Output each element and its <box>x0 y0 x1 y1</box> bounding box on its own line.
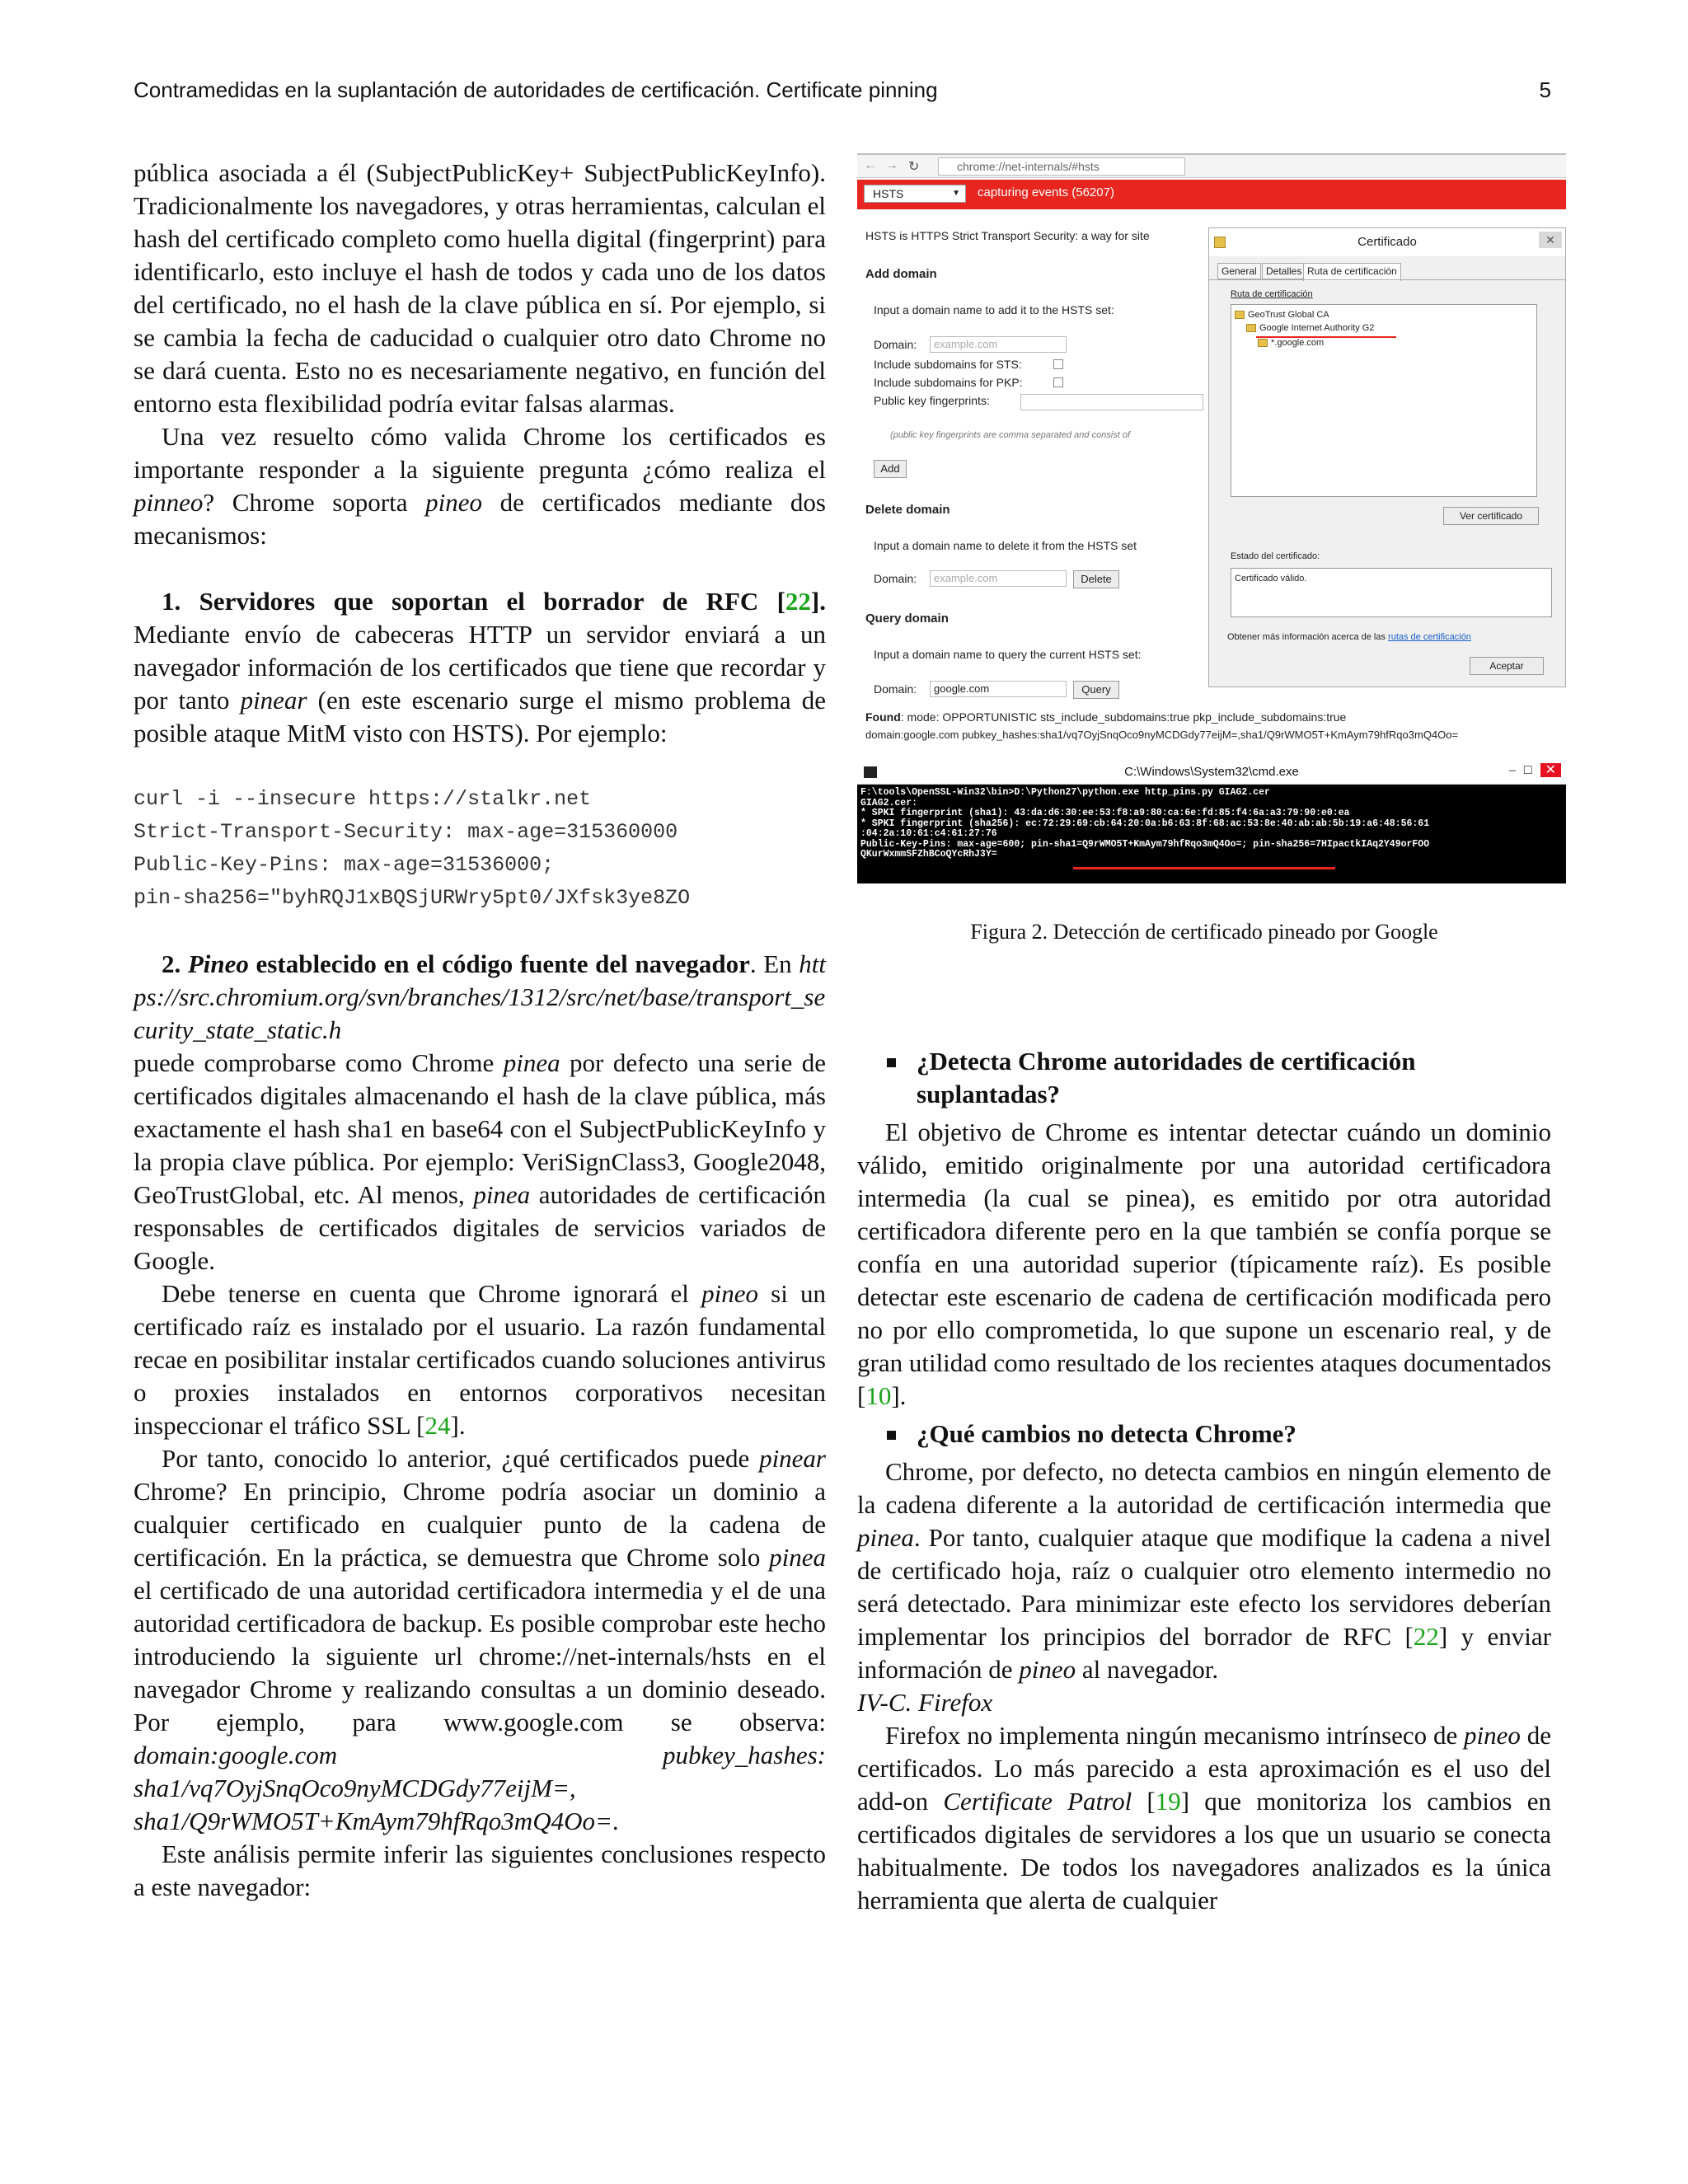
terminal-icon <box>864 766 877 778</box>
citation-link[interactable]: 10 <box>865 1381 892 1410</box>
tree-item[interactable]: Google Internet Authority G2 <box>1246 323 1374 333</box>
close-icon[interactable]: ✕ <box>1539 232 1562 248</box>
capture-status-bar <box>857 180 1566 209</box>
cmd-title: C:\Windows\System32\cmd.exe <box>857 760 1566 785</box>
certificate-icon <box>1258 339 1268 347</box>
citation-link[interactable]: 22 <box>785 587 811 616</box>
left-column <box>134 157 826 1904</box>
certification-path-tree[interactable] <box>1231 304 1537 497</box>
found-result: Found: mode: OPPORTUNISTIC sts_include_subdomains:true pkp_include_subdomains:true <box>865 710 1347 724</box>
view-certificate-button[interactable]: Ver certificado <box>1443 507 1539 525</box>
bullet-icon <box>887 1431 896 1440</box>
running-title: Contramedidas en la suplantación de autoridades de certificación. Certificate pinning <box>134 77 938 102</box>
certificate-icon <box>1214 237 1226 248</box>
paragraph: Chrome, por defecto, no detecta cambios en ningún elemento de la cadena diferente a la autoridad de certificación intermedia que pinea. Por tanto, cualquier ataque que modifique la cadena a nivel de certificado hoja, raíz o cualquier otro elemento intermedio no será detectado. Para minimizar este efecto los servidores deberían implementar los principios del borrador de RFC [22] y enviar información de pineo al navegador. <box>857 1457 1552 1684</box>
browser-screenshot: ← → ↻ chrome://net-internals/#hsts HSTS ▼ capturing events (56207) HSTS is HTTPS Strict Transport Security: a way for site Add domain Input a domain name to add it to the HSTS set: Domain: example.com Include subdomains for STS: Include subdomains for PKP: Public key fingerprints: (public key fingerprints are comma separated and consist of Add Delete domain Input a domain name to delete it from the HSTS set Domain: example.com Delete Query domain Input a domain name to query the current HSTS set: Domain: google.com Query Found: mode: OPPORTUNISTIC sts_include_subdomains:true pkp_include_subdomains:true domain:google.com pubkey_hashes:sha1/vq7OyjSnqOco9nyMCDGdy77eijM=,sha1/Q9rWMO5T+KmAym79hfRqo3mQ4Oo= Certificado ✕ General Detalles Ruta de certificación Ruta de certificación GeoTrust Global CA Google Internet Authority G2 *.google.com Ver certificado Estado del certificado: Certificado válido. Obtener más información acerca de las rutas de certificación Aceptar <box>857 147 1566 753</box>
code-block: curl -i --insecure https://stalkr.net Strict-Transport-Security: max-age=315360000 Public-Key-Pins: max-age=31536000; pin-sha256="byhRQJ1xBQSjURWry5pt0/JXfsk3ye8ZO <box>134 787 691 910</box>
paragraph: Por tanto, conocido lo anterior, ¿qué certificados puede pinear Chrome? En principio, Chrome podría asociar un dominio a cualquier certificado en cualquier punto de la cadena de certificación. En la práctica, se demuestra que Chrome solo pinea el certificado de una autoridad certificadora intermedia y el de una autoridad certificadora de backup. Es posible comprobar este hecho introduciendo la siguiente url chrome://net-internals/hsts en el navegador Chrome y realizando consultas a un dominio deseado. Por ejemplo, para www.google.com se observa: domain:google.com pubkey_hashes: sha1/vq7OyjSnqOco9nyMCDGdy77eijM=, sha1/Q9rWMO5T+KmAym79hfRqo3mQ4Oo=. <box>134 1444 826 1835</box>
tree-item[interactable]: *.google.com <box>1258 338 1324 348</box>
certification-path-link[interactable]: rutas de certificación <box>1388 632 1471 642</box>
paragraph: Firefox no implementa ningún mecanismo intrínseco de pineo de certificados. Lo más parecido a esta aproximación es el uso del add-on Certificate Patrol [19] que monitoriza los cambios en certificados digitales de servidores a los que un usuario se conecta habitualmente. De todos los navegadores analizados es la única herramienta que alerta de cualquier <box>857 1721 1551 1915</box>
pkp-checkbox[interactable] <box>1053 377 1063 387</box>
address-bar[interactable]: chrome://net-internals/#hsts <box>938 157 1185 176</box>
view-select[interactable]: HSTS ▼ <box>864 185 966 203</box>
delete-button[interactable]: Delete <box>1073 570 1119 588</box>
paragraph: Debe tenerse en cuenta que Chrome ignorará el pineo si un certificado raíz es instalado por el usuario. La razón fundamental recae en posibilitar instalar certificados cuando soluciones antivirus o proxies instalados en entornos corporativos necesitan inspeccionar el tráfico SSL [24]. <box>134 1279 826 1440</box>
browser-toolbar <box>857 153 1566 178</box>
hsts-intro: HSTS is HTTPS Strict Transport Security: a way for site <box>865 229 1150 242</box>
page-header <box>134 77 1551 110</box>
bullet-icon <box>887 1058 896 1067</box>
page-number: 5 <box>1539 77 1551 102</box>
delete-domain-heading: Delete domain <box>865 503 950 517</box>
section-heading: IV-C. Firefox <box>857 1688 993 1717</box>
certificate-status: Certificado válido. <box>1231 568 1552 617</box>
citation-link[interactable]: 24 <box>424 1411 451 1440</box>
cmd-window <box>857 760 1566 883</box>
cmd-output: F:\tools\OpenSSL-Win32\bin>D:\Python27\python.exe http_pins.py GIAG2.cer GIAG2.cer: * SPKI fingerprint (sha1): 43:da:d6:30:ee:53:f8:a9:80:ca:6e:fd:85:f4:6a:a3:79:90:e0:ea * SPKI fingerprint (sha256): ec:72:29:69:cb:64:20:0a:b6:63:8f:68:ac:53:8e:40:ab:ab:5b:19:a6:48:56:61 :04:2a:10:61:c4:61:27:76 Public-Key-Pins: max-age=600; pin-sha1=Q9rWMO5T+KmAym79hfRqo3mQ4Oo=; pin-sha256=7HIpactkIAq2Y49orFOO QKurWxmmSFZhBCoQYcRhJ3Y= <box>860 787 1430 860</box>
tree-item[interactable]: GeoTrust Global CA <box>1235 310 1329 320</box>
query-button[interactable]: Query <box>1073 681 1119 699</box>
add-domain-heading: Add domain <box>865 267 937 281</box>
accept-button[interactable]: Aceptar <box>1470 657 1544 675</box>
forward-icon[interactable]: → <box>885 158 898 172</box>
bullet-heading: ¿Qué cambios no detecta Chrome? <box>857 1418 1551 1451</box>
list-item: 2. Pineo establecido en el código fuente del navegador. En https://src.chromium.org/svn/branches/1312/src/net/base/transport_security_state_static.h <box>134 949 827 1044</box>
tab-general[interactable]: General <box>1217 263 1261 279</box>
citation-link[interactable]: 22 <box>1413 1622 1439 1651</box>
close-icon[interactable]: ✕ <box>1540 763 1561 777</box>
query-domain-heading: Query domain <box>865 612 949 626</box>
highlight-underline <box>1073 867 1335 869</box>
source-url: https://src.chromium.org/svn/branches/1312/src/net/base/transport_security_state_static.h <box>134 949 827 1044</box>
reload-icon[interactable]: ↻ <box>908 160 920 174</box>
citation-link[interactable]: 19 <box>1155 1787 1181 1816</box>
certificate-dialog: Certificado ✕ General Detalles Ruta de certificación Ruta de certificación GeoTrust Global CA Google Internet Authority G2 *.google.com Ver certificado Estado del certificado: Certificado válido. Obtener más información acerca de las rutas de certificación Aceptar <box>1208 227 1566 687</box>
certificate-icon <box>1235 311 1245 319</box>
sts-checkbox[interactable] <box>1053 359 1063 369</box>
paragraph: puede comprobarse como Chrome pinea por defecto una serie de certificados digitales almacenando el hash de la clave pública, más exactamente el hash sha1 en base64 con el SubjectPublicKeyInfo y la propia clave pública. Por ejemplo: VeriSignClass3, Google2048, GeoTrustGlobal, etc. Al menos, pinea autoridades de certificación responsables de certificados digitales de servicios variados de Google. <box>134 1048 826 1275</box>
tab-ruta[interactable]: Ruta de certificación <box>1303 263 1401 281</box>
delete-domain-input[interactable]: example.com <box>930 570 1067 587</box>
window-controls[interactable]: –□ ✕ <box>1509 762 1561 778</box>
query-domain-input[interactable]: google.com <box>930 681 1067 697</box>
right-column <box>857 1045 1551 1917</box>
dialog-title: Certificado <box>1209 228 1565 256</box>
pubkey-hashes-result: domain:google.com pubkey_hashes:sha1/vq7OyjSnqOco9nyMCDGdy77eijM=,sha1/Q9rWMO5T+KmAym79hfRqo3mQ4Oo= <box>865 729 1459 741</box>
paragraph: Este análisis permite inferir las siguientes conclusiones respecto a este navegador: <box>134 1840 826 1901</box>
chevron-down-icon: ▼ <box>952 189 960 198</box>
figure-caption: Figura 2. Detección de certificado pineado por Google <box>970 920 1438 944</box>
tab-detalles[interactable]: Detalles <box>1262 263 1306 279</box>
back-icon[interactable]: ← <box>864 158 877 172</box>
figure-2 <box>857 147 1566 879</box>
fingerprints-input[interactable] <box>1020 394 1203 410</box>
capturing-label: capturing events (56207) <box>978 185 1114 199</box>
bullet-heading: ¿Detecta Chrome autoridades de certificación suplantadas? <box>857 1045 1551 1111</box>
add-domain-input[interactable]: example.com <box>930 336 1067 353</box>
paragraph: pública asociada a él (SubjectPublicKey+ SubjectPublicKeyInfo). Tradicionalmente los navegadores, y otras herramientas, calculan el hash del certificado completo como huella digital (fingerprint) para identificarlo, esto incluye el hash de todos y cada uno de los datos del certificado, no el hash de la clave pública en sí. Por ejemplo, si se cambia la fecha de caducidad o cualquier otro dato Chrome no se dará cuenta. Esto no es necesariamente negativo, en función del entorno esta flexibilidad podría evitar falsas alarmas. <box>134 158 826 418</box>
list-item: 1. Servidores que soportan el borrador de RFC [22]. Mediante envío de cabeceras HTTP un servidor enviará a un navegador información de los certificados que tiene que recordar y por tanto pinear (en este escenario surge el mismo problema de posible ataque MitM visto con HSTS). Por ejemplo: <box>134 587 826 748</box>
paragraph: Una vez resuelto cómo valida Chrome los certificados es importante responder a la siguiente pregunta ¿cómo realiza el pinneo? Chrome soporta pineo de certificados mediante dos mecanismos: <box>134 422 826 550</box>
paragraph: El objetivo de Chrome es intentar detectar cuándo un dominio válido, emitido originalmente por una autoridad certificadora intermedia (la cual se pinea), es emitido por otra autoridad certificadora diferente pero en la que también se confía porque se confía en una autoridad superior (típicamente raíz). Es posible detectar este escenario de cadena de certificación modificada pero no por ello comprometida, lo que supone un escenario real, y de gran utilidad como resultado de los recientes ataques documentados [10]. <box>857 1118 1551 1410</box>
certificate-icon <box>1246 324 1256 332</box>
add-button[interactable]: Add <box>874 460 907 478</box>
